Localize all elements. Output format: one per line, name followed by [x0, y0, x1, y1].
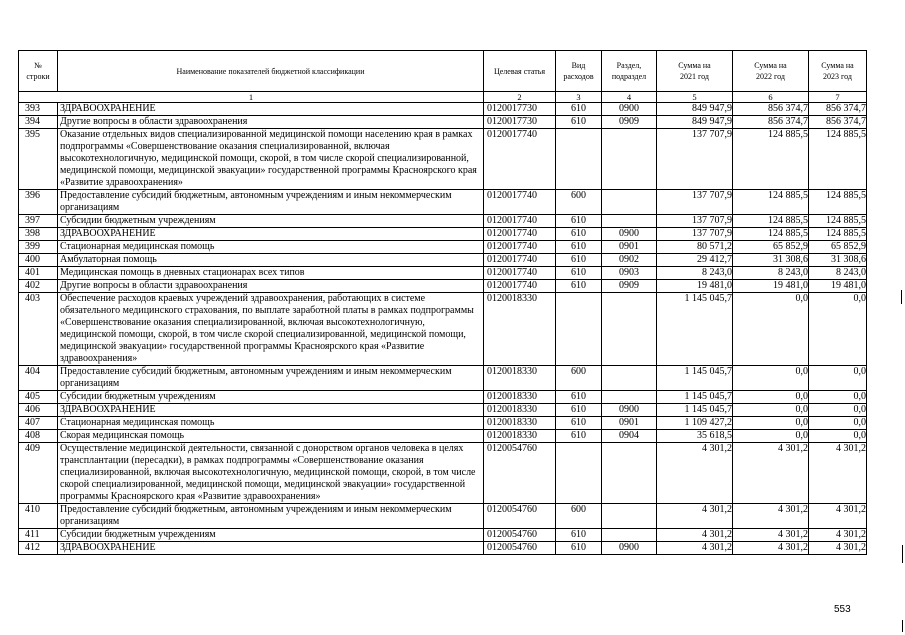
sum-2023-cell: 0,0 — [809, 430, 867, 443]
column-number-2: 2 — [484, 92, 556, 103]
indicator-name-cell: Предоставление субсидий бюджетным, автономным учреждениям и иным некоммерческим организациям — [58, 190, 484, 215]
sum-2022-cell: 0,0 — [733, 366, 809, 391]
sum-2022-cell: 124 885,5 — [733, 190, 809, 215]
column-number-row — [19, 92, 867, 103]
column-number-3: 3 — [556, 92, 602, 103]
indicator-name-cell: Другие вопросы в области здравоохранения — [58, 116, 484, 129]
sum-2021-cell: 4 301,2 — [657, 529, 733, 542]
target-article-cell: 0120054760 — [484, 542, 556, 555]
header-target-article: Целевая статья — [484, 51, 556, 92]
target-article-cell: 0120018330 — [484, 391, 556, 404]
table-row — [19, 254, 867, 267]
sum-2022-cell: 8 243,0 — [733, 267, 809, 280]
section-cell — [602, 504, 657, 529]
sum-2023-cell: 124 885,5 — [809, 228, 867, 241]
sum-2023-cell: 4 301,2 — [809, 443, 867, 504]
sum-2022-cell: 4 301,2 — [733, 504, 809, 529]
sum-2023-cell: 124 885,5 — [809, 190, 867, 215]
sum-2022-cell: 0,0 — [733, 391, 809, 404]
target-article-cell: 0120018330 — [484, 417, 556, 430]
section-cell: 0900 — [602, 542, 657, 555]
table-row — [19, 241, 867, 254]
header-sum-2023: Сумма на 2023 год — [809, 51, 867, 92]
target-article-cell: 0120054760 — [484, 504, 556, 529]
expense-type-cell: 610 — [556, 404, 602, 417]
row-number-cell: 400 — [19, 254, 58, 267]
target-article-cell: 0120017740 — [484, 241, 556, 254]
sum-2021-cell: 137 707,9 — [657, 228, 733, 241]
section-cell — [602, 190, 657, 215]
indicator-name-cell: Стационарная медицинская помощь — [58, 241, 484, 254]
indicator-name-cell: ЗДРАВООХРАНЕНИЕ — [58, 103, 484, 116]
indicator-name-cell: Обеспечение расходов краевых учреждений здравоохранения, работающих в системе обязательного медицинского страхования, по выплате заработной платы в рамках подпрограммы «Совершенствование оказания специализированной, включая высокотехнологичную, медицинской помощи, скорой, в том числе скорой специализированной, медицинской помощи, медицинской эвакуации» государственной программы Красноярского края «Развитие здравоохранения» — [58, 293, 484, 366]
column-number-6: 6 — [733, 92, 809, 103]
sum-2021-cell: 19 481,0 — [657, 280, 733, 293]
row-number-cell: 393 — [19, 103, 58, 116]
indicator-name-cell: Субсидии бюджетным учреждениям — [58, 215, 484, 228]
target-article-cell: 0120017740 — [484, 129, 556, 190]
sum-2021-cell: 1 145 045,7 — [657, 366, 733, 391]
sum-2022-cell: 124 885,5 — [733, 215, 809, 228]
sum-2022-cell: 124 885,5 — [733, 129, 809, 190]
column-number-7: 7 — [809, 92, 867, 103]
indicator-name-cell: Медицинская помощь в дневных стационарах всех типов — [58, 267, 484, 280]
expense-type-cell: 610 — [556, 228, 602, 241]
sum-2021-cell: 35 618,5 — [657, 430, 733, 443]
target-article-cell: 0120017740 — [484, 267, 556, 280]
row-number-cell: 408 — [19, 430, 58, 443]
row-number-cell: 395 — [19, 129, 58, 190]
row-number-cell: 399 — [19, 241, 58, 254]
budget-table — [18, 50, 867, 555]
indicator-name-cell: Другие вопросы в области здравоохранения — [58, 280, 484, 293]
sum-2021-cell: 1 145 045,7 — [657, 293, 733, 366]
section-cell: 0909 — [602, 280, 657, 293]
indicator-name-cell: Субсидии бюджетным учреждениям — [58, 391, 484, 404]
row-number-cell: 409 — [19, 443, 58, 504]
table-header-row — [19, 51, 867, 92]
sum-2021-cell: 4 301,2 — [657, 443, 733, 504]
sum-2023-cell: 0,0 — [809, 391, 867, 404]
section-cell — [602, 215, 657, 228]
table-row — [19, 504, 867, 529]
scan-edge-mark — [901, 290, 902, 304]
section-cell: 0901 — [602, 417, 657, 430]
expense-type-cell — [556, 129, 602, 190]
sum-2023-cell: 0,0 — [809, 404, 867, 417]
section-cell: 0901 — [602, 241, 657, 254]
expense-type-cell: 610 — [556, 267, 602, 280]
target-article-cell: 0120017740 — [484, 228, 556, 241]
expense-type-cell: 600 — [556, 504, 602, 529]
sum-2023-cell: 0,0 — [809, 293, 867, 366]
indicator-name-cell: Предоставление субсидий бюджетным, автономным учреждениям и иным некоммерческим организациям — [58, 504, 484, 529]
table-row — [19, 228, 867, 241]
row-number-cell: 398 — [19, 228, 58, 241]
section-cell — [602, 443, 657, 504]
target-article-cell: 0120017740 — [484, 280, 556, 293]
target-article-cell: 0120018330 — [484, 366, 556, 391]
sum-2022-cell: 0,0 — [733, 293, 809, 366]
expense-type-cell: 610 — [556, 391, 602, 404]
sum-2022-cell: 856 374,7 — [733, 116, 809, 129]
expense-type-cell: 600 — [556, 366, 602, 391]
target-article-cell: 0120054760 — [484, 443, 556, 504]
expense-type-cell: 610 — [556, 542, 602, 555]
sum-2022-cell: 31 308,6 — [733, 254, 809, 267]
expense-type-cell: 610 — [556, 529, 602, 542]
target-article-cell: 0120017740 — [484, 190, 556, 215]
table-row — [19, 542, 867, 555]
section-cell: 0900 — [602, 103, 657, 116]
indicator-name-cell: Оказание отдельных видов специализированной медицинской помощи населению края в рамках подпрограммы «Совершенствование оказания специализированной, включая высокотехнологичную, медицинской помощи, скорой, в том числе скорой специализированной, медицинской помощи, медицинской эвакуации» государственной программы Красноярского края «Развитие здравоохранения» — [58, 129, 484, 190]
sum-2021-cell: 849 947,9 — [657, 103, 733, 116]
expense-type-cell: 610 — [556, 417, 602, 430]
target-article-cell: 0120054760 — [484, 529, 556, 542]
header-indicator-name: Наименование показателей бюджетной классификации — [58, 51, 484, 92]
table-row — [19, 430, 867, 443]
row-number-cell: 405 — [19, 391, 58, 404]
sum-2022-cell: 0,0 — [733, 430, 809, 443]
sum-2023-cell: 0,0 — [809, 366, 867, 391]
expense-type-cell: 600 — [556, 190, 602, 215]
header-section: Раздел, подраздел — [602, 51, 657, 92]
indicator-name-cell: Предоставление субсидий бюджетным, автономным учреждениям и иным некоммерческим организациям — [58, 366, 484, 391]
expense-type-cell — [556, 443, 602, 504]
sum-2021-cell: 4 301,2 — [657, 542, 733, 555]
header-sum-2022: Сумма на 2022 год — [733, 51, 809, 92]
sum-2021-cell: 849 947,9 — [657, 116, 733, 129]
sum-2021-cell: 1 109 427,2 — [657, 417, 733, 430]
expense-type-cell: 610 — [556, 254, 602, 267]
section-cell: 0903 — [602, 267, 657, 280]
table-row — [19, 280, 867, 293]
row-number-cell: 402 — [19, 280, 58, 293]
sum-2021-cell: 80 571,2 — [657, 241, 733, 254]
sum-2023-cell: 4 301,2 — [809, 504, 867, 529]
column-number-1: 1 — [19, 92, 484, 103]
sum-2023-cell: 124 885,5 — [809, 215, 867, 228]
sum-2022-cell: 4 301,2 — [733, 529, 809, 542]
sum-2022-cell: 65 852,9 — [733, 241, 809, 254]
scan-edge-mark — [902, 545, 903, 563]
budget-table-sheet — [18, 50, 867, 555]
sum-2023-cell: 4 301,2 — [809, 542, 867, 555]
table-body — [19, 103, 867, 555]
header-row-number: № строки — [19, 51, 58, 92]
row-number-cell: 407 — [19, 417, 58, 430]
sum-2023-cell: 124 885,5 — [809, 129, 867, 190]
table-row — [19, 267, 867, 280]
row-number-cell: 404 — [19, 366, 58, 391]
section-cell: 0900 — [602, 404, 657, 417]
indicator-name-cell: Скорая медицинская помощь — [58, 430, 484, 443]
target-article-cell: 0120018330 — [484, 404, 556, 417]
sum-2021-cell: 137 707,9 — [657, 129, 733, 190]
target-article-cell: 0120017740 — [484, 215, 556, 228]
sum-2023-cell: 856 374,7 — [809, 116, 867, 129]
table-row — [19, 103, 867, 116]
sum-2022-cell: 19 481,0 — [733, 280, 809, 293]
column-number-4: 4 — [602, 92, 657, 103]
indicator-name-cell: ЗДРАВООХРАНЕНИЕ — [58, 228, 484, 241]
sum-2022-cell: 0,0 — [733, 404, 809, 417]
sum-2023-cell: 856 374,7 — [809, 103, 867, 116]
sum-2023-cell: 31 308,6 — [809, 254, 867, 267]
section-cell — [602, 529, 657, 542]
expense-type-cell: 610 — [556, 430, 602, 443]
table-row — [19, 190, 867, 215]
section-cell — [602, 129, 657, 190]
table-row — [19, 116, 867, 129]
sum-2023-cell: 65 852,9 — [809, 241, 867, 254]
table-row — [19, 443, 867, 504]
expense-type-cell: 610 — [556, 116, 602, 129]
sum-2022-cell: 0,0 — [733, 417, 809, 430]
row-number-cell: 394 — [19, 116, 58, 129]
expense-type-cell: 610 — [556, 215, 602, 228]
row-number-cell: 403 — [19, 293, 58, 366]
indicator-name-cell: ЗДРАВООХРАНЕНИЕ — [58, 542, 484, 555]
table-row — [19, 391, 867, 404]
sum-2023-cell: 0,0 — [809, 417, 867, 430]
section-cell: 0900 — [602, 228, 657, 241]
sum-2023-cell: 8 243,0 — [809, 267, 867, 280]
section-cell — [602, 366, 657, 391]
table-row — [19, 215, 867, 228]
target-article-cell: 0120017730 — [484, 103, 556, 116]
sum-2022-cell: 856 374,7 — [733, 103, 809, 116]
section-cell — [602, 391, 657, 404]
expense-type-cell: 610 — [556, 280, 602, 293]
row-number-cell: 406 — [19, 404, 58, 417]
row-number-cell: 412 — [19, 542, 58, 555]
sum-2021-cell: 8 243,0 — [657, 267, 733, 280]
indicator-name-cell: Осуществление медицинской деятельности, связанной с донорством органов человека в целях трансплантации (пересадки), в рамках подпрограммы «Совершенствование оказания специализированной, включая высокотехнологичную, медицинской помощи, скорой, в том числе скорой специализированной, медицинской помощи, медицинской эвакуации» государственной программы Красноярского края «Развитие здравоохранения» — [58, 443, 484, 504]
section-cell: 0909 — [602, 116, 657, 129]
scan-edge-mark — [902, 620, 903, 632]
target-article-cell: 0120017740 — [484, 254, 556, 267]
row-number-cell: 411 — [19, 529, 58, 542]
expense-type-cell: 610 — [556, 241, 602, 254]
table-row — [19, 366, 867, 391]
table-row — [19, 417, 867, 430]
indicator-name-cell: Стационарная медицинская помощь — [58, 417, 484, 430]
table-row — [19, 293, 867, 366]
sum-2022-cell: 4 301,2 — [733, 443, 809, 504]
section-cell — [602, 293, 657, 366]
sum-2021-cell: 29 412,7 — [657, 254, 733, 267]
header-expense-type: Вид расходов — [556, 51, 602, 92]
sum-2021-cell: 1 145 045,7 — [657, 404, 733, 417]
target-article-cell: 0120018330 — [484, 293, 556, 366]
sum-2021-cell: 1 145 045,7 — [657, 391, 733, 404]
section-cell: 0904 — [602, 430, 657, 443]
header-sum-2021: Сумма на 2021 год — [657, 51, 733, 92]
sum-2021-cell: 4 301,2 — [657, 504, 733, 529]
indicator-name-cell: Амбулаторная помощь — [58, 254, 484, 267]
sum-2022-cell: 124 885,5 — [733, 228, 809, 241]
target-article-cell: 0120017730 — [484, 116, 556, 129]
sum-2021-cell: 137 707,9 — [657, 190, 733, 215]
section-cell: 0902 — [602, 254, 657, 267]
table-row — [19, 129, 867, 190]
page-number: 553 — [834, 604, 851, 615]
row-number-cell: 401 — [19, 267, 58, 280]
target-article-cell: 0120018330 — [484, 430, 556, 443]
sum-2023-cell: 4 301,2 — [809, 529, 867, 542]
indicator-name-cell: Субсидии бюджетным учреждениям — [58, 529, 484, 542]
table-row — [19, 529, 867, 542]
row-number-cell: 410 — [19, 504, 58, 529]
expense-type-cell — [556, 293, 602, 366]
sum-2021-cell: 137 707,9 — [657, 215, 733, 228]
sum-2022-cell: 4 301,2 — [733, 542, 809, 555]
row-number-cell: 396 — [19, 190, 58, 215]
table-row — [19, 404, 867, 417]
column-number-5: 5 — [657, 92, 733, 103]
sum-2023-cell: 19 481,0 — [809, 280, 867, 293]
expense-type-cell: 610 — [556, 103, 602, 116]
indicator-name-cell: ЗДРАВООХРАНЕНИЕ — [58, 404, 484, 417]
row-number-cell: 397 — [19, 215, 58, 228]
